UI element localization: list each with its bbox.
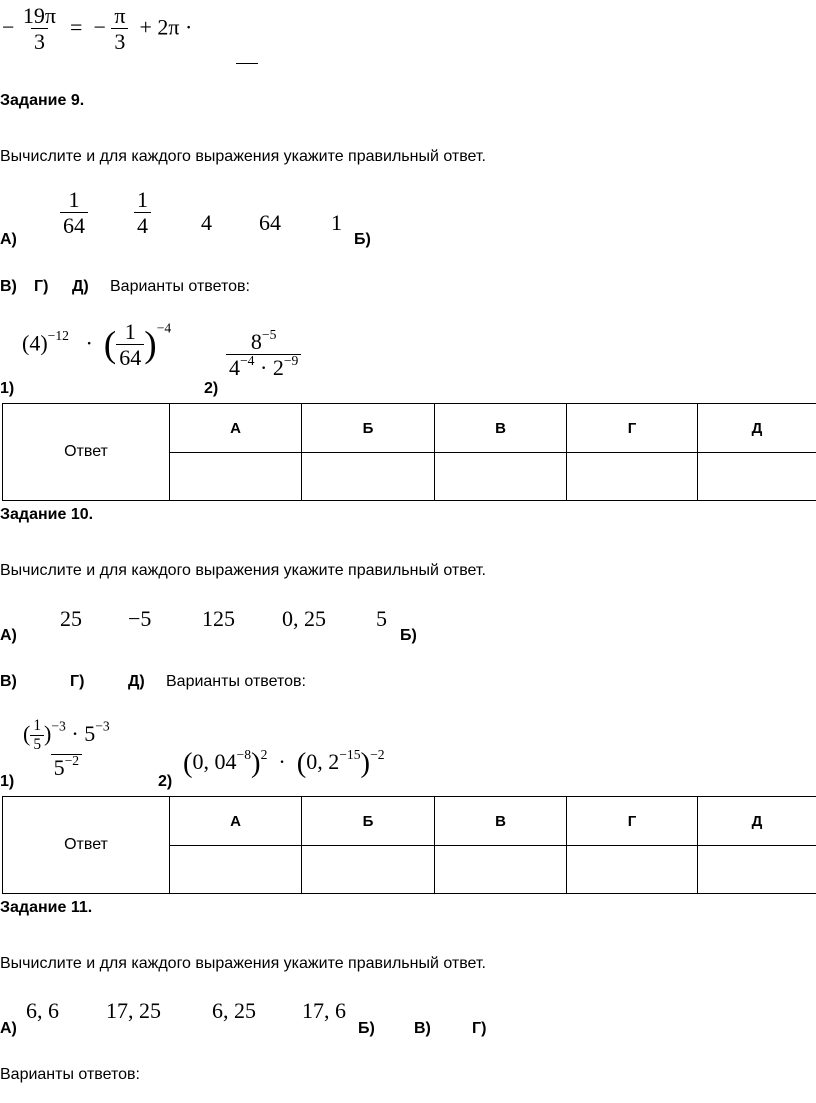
task10-option-3: 125 bbox=[202, 606, 235, 631]
task10-expr2-label: 2) bbox=[158, 773, 173, 790]
task9-expression-2: $\frac{8^{-5}}{4^{-4} \cdot 2^{-9}}$ bbox=[226, 330, 301, 380]
top-formula bbox=[2, 4, 192, 54]
answer-cell-b[interactable] bbox=[302, 453, 435, 501]
task9-label-g: Г) bbox=[34, 278, 49, 295]
task10-option-4: 0, 25 bbox=[282, 606, 326, 631]
task10-answer-table bbox=[2, 796, 816, 894]
column-header: Г bbox=[567, 797, 698, 846]
task10-option-1: 25 bbox=[60, 606, 82, 631]
fraction: $\frac{19\pi}{3}$ bbox=[22, 3, 57, 55]
task9-option-1: $\frac{1}{64}$ bbox=[60, 188, 88, 238]
task11-option-2: 17, 25 bbox=[106, 998, 161, 1023]
task11-label-g: Г) bbox=[472, 1020, 487, 1037]
task9-label-a: А) bbox=[0, 231, 17, 248]
column-header: Б bbox=[302, 404, 435, 453]
equals-sign: = bbox=[70, 14, 83, 40]
task11-option-4: 17, 6 bbox=[302, 998, 346, 1023]
formula-tail: + 2π · bbox=[139, 14, 193, 40]
task9-expr1-label: 1) bbox=[0, 380, 15, 397]
task10-label-a: А) bbox=[0, 627, 17, 644]
task11-variants-label: Варианты ответов: bbox=[0, 1066, 140, 1083]
task9-instruction: Вычислите и для каждого выражения укажите правильный ответ. bbox=[0, 148, 486, 165]
task10-instruction: Вычислите и для каждого выражения укажите правильный ответ. bbox=[0, 562, 486, 579]
fraction: $\frac{\pi}{3}$ bbox=[111, 4, 128, 54]
column-header: В bbox=[435, 404, 567, 453]
answer-cell-a[interactable] bbox=[170, 846, 302, 894]
task11-label-b: Б) bbox=[358, 1020, 375, 1037]
task11-label-v: В) bbox=[414, 1020, 431, 1037]
column-header: Д bbox=[698, 404, 816, 453]
column-header: Д bbox=[698, 797, 816, 846]
task10-title: Задание 10. bbox=[0, 506, 94, 523]
answer-cell-b[interactable] bbox=[302, 846, 435, 894]
task9-option-5: 1 bbox=[331, 210, 342, 235]
answer-cell-a[interactable] bbox=[170, 453, 302, 501]
column-header: Б bbox=[302, 797, 435, 846]
task11-option-1: 6, 6 bbox=[26, 998, 59, 1023]
answer-row-label: Ответ bbox=[3, 404, 170, 501]
task11-title: Задание 11. bbox=[0, 899, 93, 916]
task9-answer-table bbox=[2, 403, 816, 501]
answer-cell-g[interactable] bbox=[567, 846, 698, 894]
answer-cell-v[interactable] bbox=[435, 846, 567, 894]
task10-option-2: −5 bbox=[128, 606, 152, 631]
answer-cell-d[interactable] bbox=[698, 453, 816, 501]
task9-option-4: 64 bbox=[259, 210, 281, 235]
task10-label-d: Д) bbox=[128, 673, 145, 690]
task10-expression-1: ( $\frac{1}{5}$ )$^{-3} \cdot 5^{-3}$ $5^{-2}$ bbox=[23, 717, 110, 780]
task9-variants-label: Варианты ответов: bbox=[110, 278, 250, 295]
task9-label-d: Д) bbox=[72, 278, 89, 295]
column-header: В bbox=[435, 797, 567, 846]
minus-sign: − bbox=[93, 14, 106, 40]
task9-label-v: В) bbox=[0, 278, 17, 295]
blank-line bbox=[236, 63, 258, 64]
task10-expr1-label: 1) bbox=[0, 773, 15, 790]
answer-cell-d[interactable] bbox=[698, 846, 816, 894]
column-header: Г bbox=[567, 404, 698, 453]
task9-label-b: Б) bbox=[354, 231, 371, 248]
task9-option-3: 4 bbox=[201, 210, 212, 235]
minus-sign: − bbox=[2, 14, 15, 40]
task11-label-a: А) bbox=[0, 1020, 17, 1037]
task10-variants-label: Варианты ответов: bbox=[166, 673, 306, 690]
task11-instruction: Вычислите и для каждого выражения укажите правильный ответ. bbox=[0, 955, 486, 972]
task9-expression-1: $(4)^{-12}$ · ( $\frac{1}{64}$ )$^{-4}$ bbox=[22, 319, 172, 371]
task11-option-3: 6, 25 bbox=[212, 998, 256, 1023]
column-header: А bbox=[170, 404, 302, 453]
answer-cell-v[interactable] bbox=[435, 453, 567, 501]
answer-cell-g[interactable] bbox=[567, 453, 698, 501]
task9-expr2-label: 2) bbox=[204, 380, 219, 397]
task9-option-2: $\frac{1}{4}$ bbox=[134, 188, 151, 238]
task9-title: Задание 9. bbox=[0, 92, 85, 109]
task10-option-5: 5 bbox=[376, 606, 387, 631]
task10-expression-2: (0, $04^{-8})^2 \cdot (0$, $2^{-15})^{-2}$ bbox=[183, 746, 385, 779]
answer-row-label: Ответ bbox=[3, 797, 170, 894]
task10-label-g: Г) bbox=[70, 673, 85, 690]
task10-label-v: В) bbox=[0, 673, 17, 690]
column-header: А bbox=[170, 797, 302, 846]
task10-label-b: Б) bbox=[400, 627, 417, 644]
